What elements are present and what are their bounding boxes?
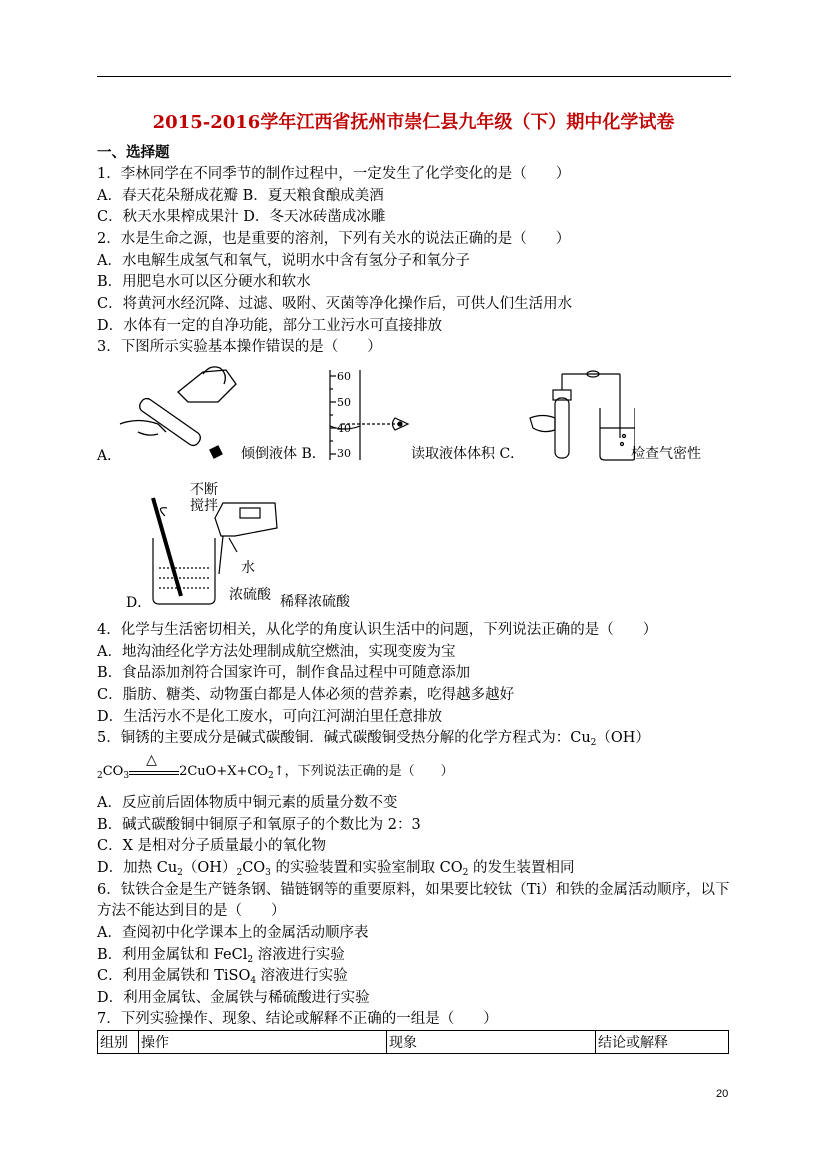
q3-stem: 3．下图所示实验基本操作错误的是（ ） [97,339,382,355]
airtightness-check-figure [525,368,635,463]
fig-label-stir-2: 搅拌 [190,498,218,514]
fig-label-water: 水 [241,560,255,576]
q5-equation: $_2CO_3$ △ $2CuO+X+CO_2↑$，下列说法正确的是（ ） [97,751,454,781]
table-header-cell: 现象 [387,1031,596,1054]
tick-label-40: 40 [337,422,351,435]
q6-stem-line2: 方法不能达到目的是（ ） [97,903,286,919]
q2-option-b: B．用肥皂水可以区分硬水和软水 [97,274,311,290]
fig-label-acid: 浓硫酸 [229,587,271,603]
q2-option-a: A．水电解生成氢气和氧气，说明水中含有氢分子和氧分子 [97,253,470,269]
q2-option-c: C．将黄河水经沉降、过滤、吸附、灭菌等净化操作后，可供人们生活用水 [97,296,573,312]
graduated-cylinder-figure [320,366,410,462]
q6-option-a: A．查阅初中化学课本上的金属活动顺序表 [97,925,369,941]
q5-option-c: C．X 是相对分子质量最小的氧化物 [97,838,327,854]
q4-option-b: B．食品添加剂符合国家许可，制作食品过程中可随意添加 [97,665,471,681]
q1-stem: 1．李林同学在不同季节的制作过程中，一定发生了化学变化的是（ ） [97,166,571,182]
q6-option-c: C．利用金属铁和 TiSO$_4$ 溶液进行实验 [97,968,348,986]
q3-d-caption: 稀释浓硫酸 [280,594,350,610]
reaction-arrow [129,751,179,780]
tick-label-30: 30 [337,447,351,460]
q5-option-b: B．碱式碳酸铜中铜原子和氧原子的个数比为 2：3 [97,817,421,833]
q7-stem: 7．下列实验操作、现象、结论或解释不正确的一组是（ ） [97,1011,498,1027]
q3-a-caption: 倾倒液体 B． [241,446,326,462]
q2-option-d: D．水体有一定的自净功能，部分工业污水可直接排放 [97,318,443,334]
q4-option-d: D．生活污水不是化工废水，可向江河湖泊里任意排放 [97,709,443,725]
table-header-cell: 组别 [98,1031,139,1054]
q4-stem: 4．化学与生活密切相关，从化学的角度认识生活中的问题，下列说法正确的是（ ） [97,622,658,638]
section-heading: 一、选择题 [97,144,170,161]
q6-stem-line1: 6．钛铁合金是生产链条钢、锚链钢等的重要原料，如果要比较钛（Ti）和铁的金属活动顺序，以下 [97,882,730,898]
table-header-cell: 结论或解释 [596,1031,729,1054]
q5-option-a: A．反应前后固体物质中铜元素的质量分数不变 [97,795,398,811]
q4-option-c: C．脂肪、糖类、动物蛋白都是人体必须的营养素，吃得越多越好 [97,687,515,703]
q5-stem: 5．铜锈的主要成分是碱式碳酸铜．碱式碳酸铜受热分解的化学方程式为：$Cu_2(OH)$ [97,730,650,748]
heat-symbol: △ [146,751,157,768]
header-rule [97,76,731,77]
q3-c-caption: 检查气密性 [631,446,701,462]
pouring-liquid-figure [118,362,243,460]
q7-table [97,1030,729,1054]
q6-option-d: D．利用金属钛、金属铁与稀硫酸进行实验 [97,990,370,1006]
q3-b-caption: 读取液体体积 C． [411,446,525,462]
page-number: 20 [716,1088,729,1100]
page-title: 2015-2016学年江西省抚州市崇仁县九年级（下）期中化学试卷 [152,112,675,133]
table-header-cell: 操作 [139,1031,387,1054]
q4-option-a: A．地沟油经化学方法处理制成航空燃油，实现变废为宝 [97,644,456,660]
table-header-row [98,1031,729,1054]
tick-label-50: 50 [337,396,351,409]
tick-label-60: 60 [337,370,351,383]
q1-options-cd: C．秋天水果榨成果汁 D．冬天冰砖凿成冰雕 [97,209,386,225]
q3-d-letter: D． [126,595,152,611]
q3-a-letter: A． [97,448,122,464]
fig-label-stir-1: 不断 [190,482,218,498]
q2-stem: 2．水是生命之源，也是重要的溶剂，下列有关水的说法正确的是（ ） [97,231,571,247]
q1-options-ab: A．春天花朵掰成花瓣 B．夏天粮食酿成美酒 [97,188,384,204]
q6-option-b: B．利用金属钛和 FeCl$_2$ 溶液进行实验 [97,947,345,965]
q5-option-d: D．加热 $Cu_2(OH)_2CO_3$ 的实验装置和实验室制取 $CO_2$ 的发生装置相同 [97,860,575,878]
